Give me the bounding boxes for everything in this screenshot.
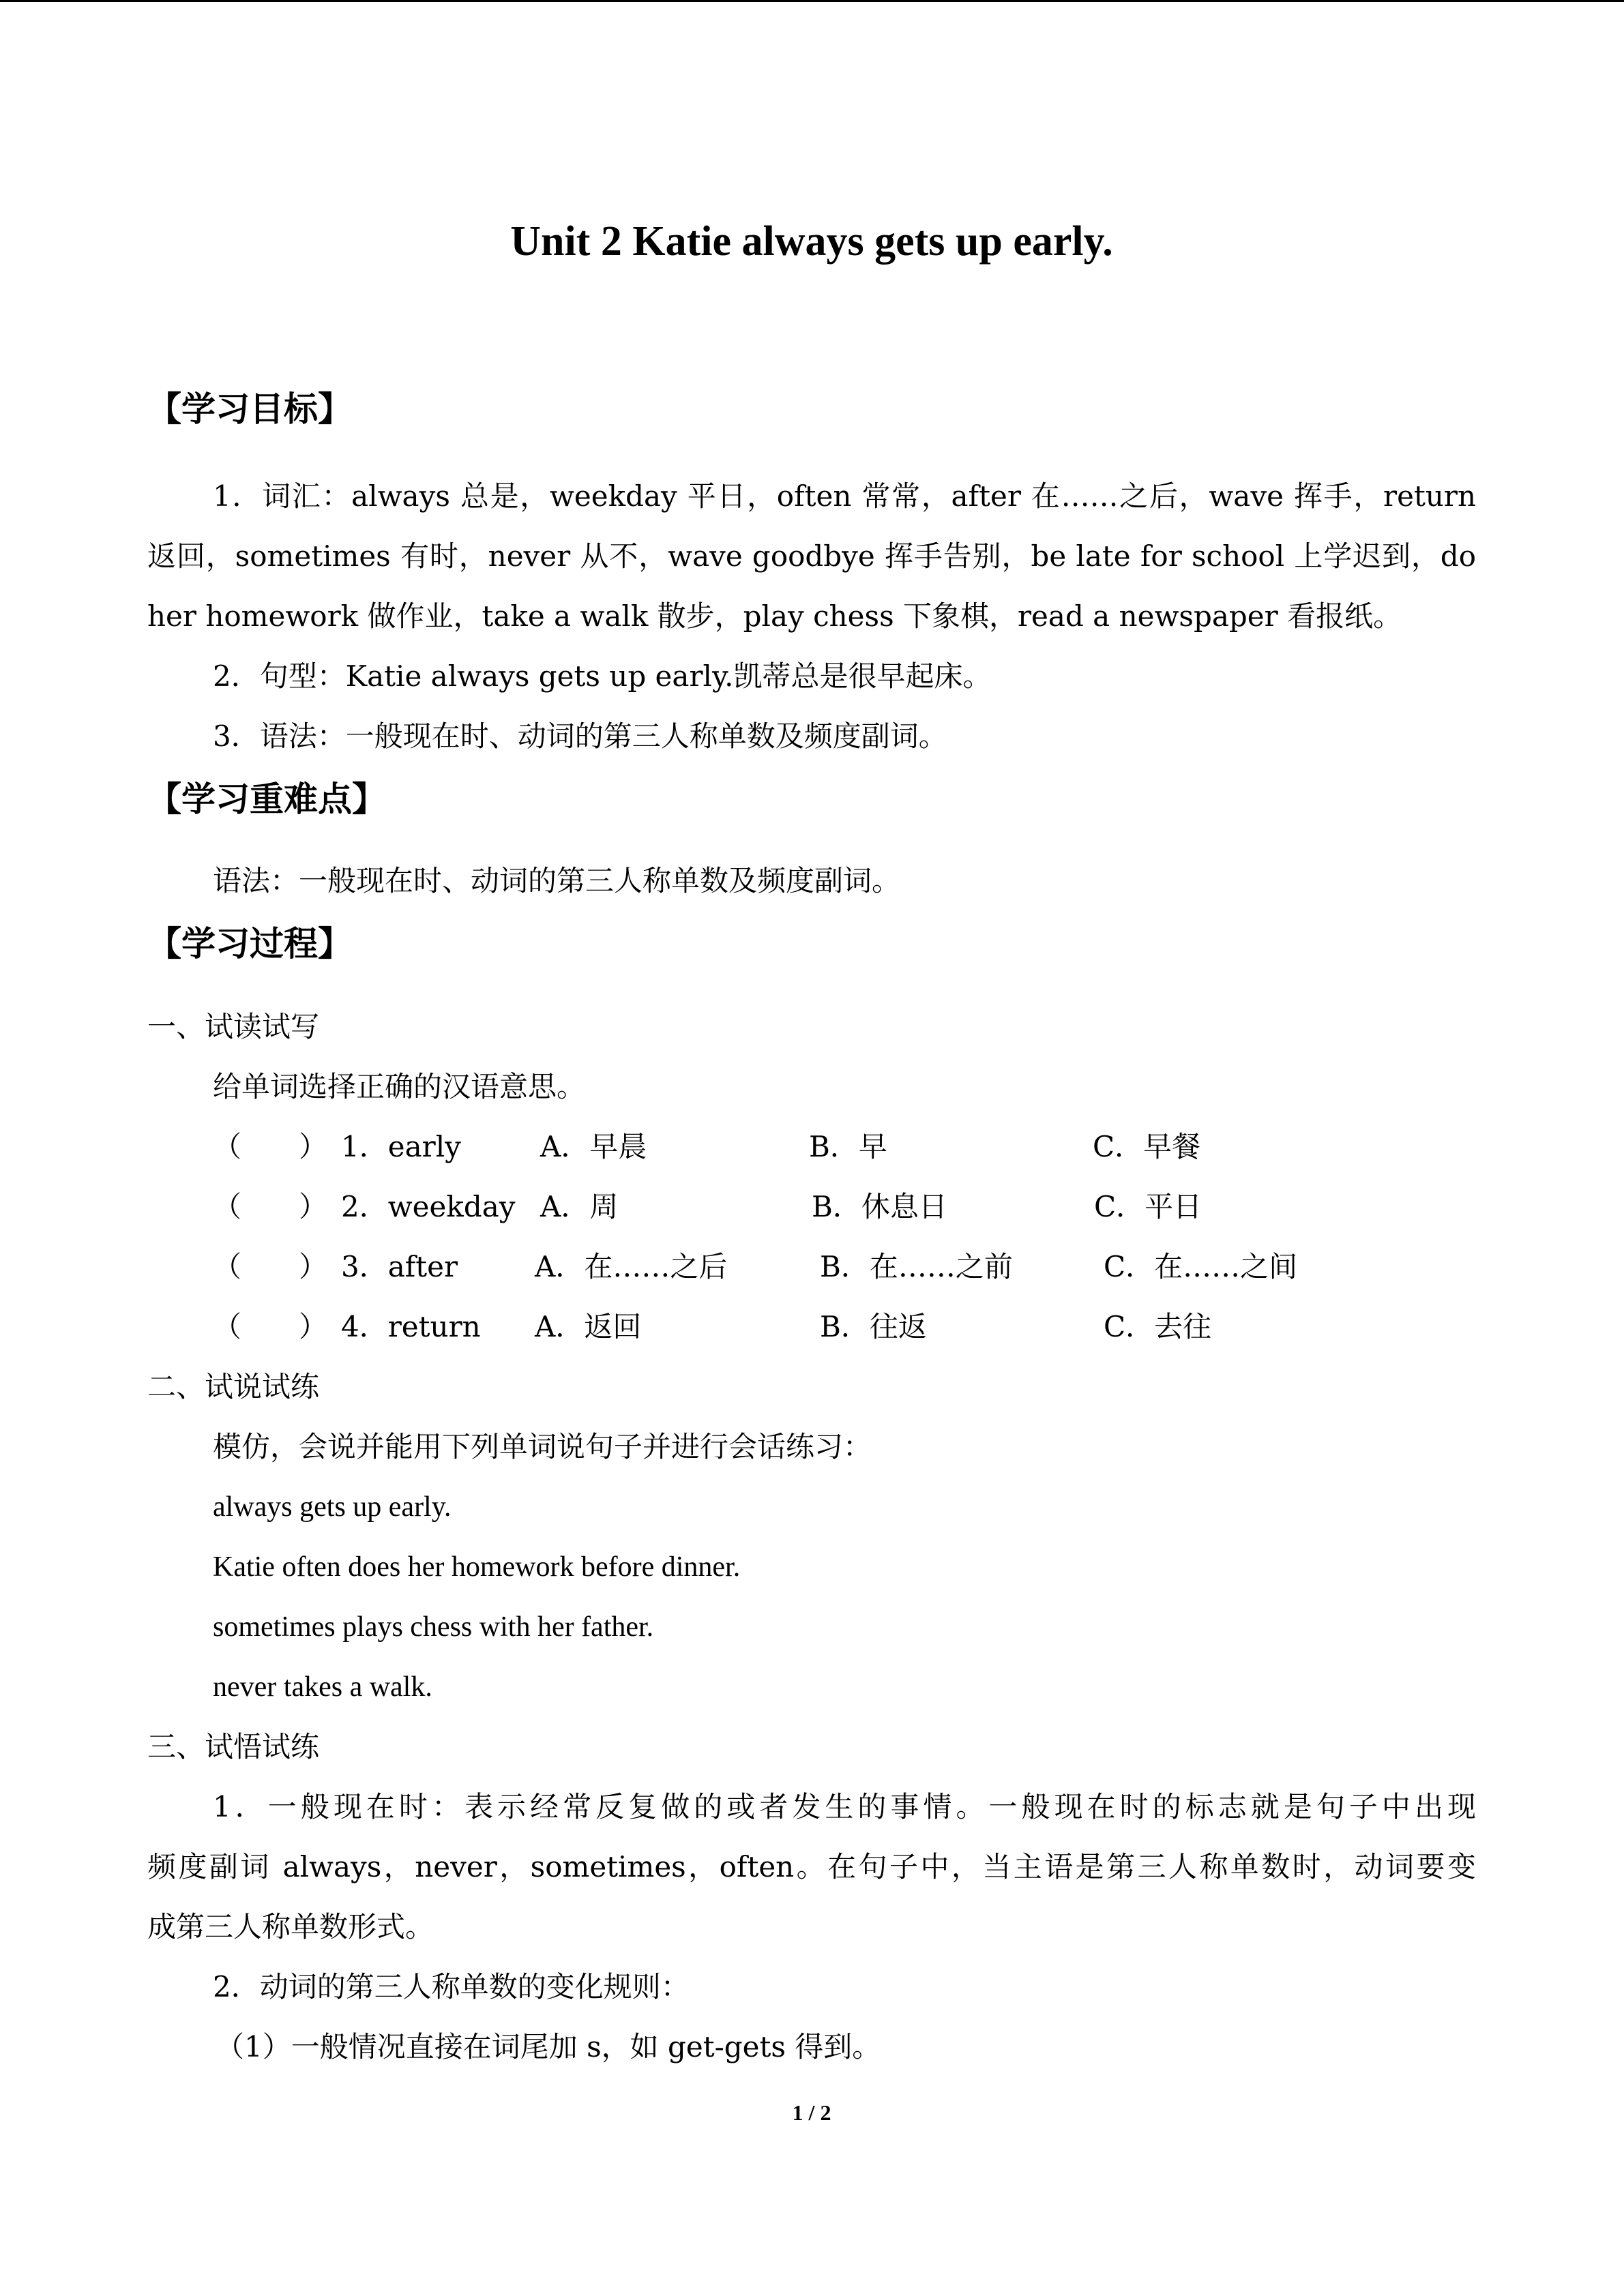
vocab-line-2: 返回，sometimes 有时，never 从不，wave goodbye 挥手告别，be late for school 上学迟到，do [147, 539, 1476, 573]
option-b: B．往返 [820, 1310, 927, 1343]
vocab-line-3: her homework 做作业，take a walk 散步，play chess 下象棋，read a newspaper 看报纸。 [147, 599, 1402, 633]
key-points-text: 语法：一般现在时、动词的第三人称单数及频度副词。 [213, 864, 901, 897]
question-word: 3．after [341, 1250, 458, 1283]
question-word: 2．weekday [341, 1190, 516, 1223]
question-row-1 [147, 1127, 1476, 1167]
option-b: B．在……之前 [820, 1250, 1013, 1283]
option-b: B．休息日 [812, 1190, 947, 1223]
option-c: C．平日 [1094, 1190, 1202, 1223]
option-c: C．去往 [1104, 1310, 1212, 1343]
option-b: B．早 [809, 1130, 887, 1163]
practice-sentence-2: Katie often does her homework before dinner. [213, 1551, 741, 1583]
part2-heading: 二、试说试练 [147, 1370, 320, 1403]
document-title: Unit 2 Katie always gets up early. [510, 218, 1113, 265]
section-heading-key-points: 【学习重难点】 [147, 779, 386, 819]
practice-sentence-1: always gets up early. [213, 1491, 452, 1523]
part2-instruction: 模仿，会说并能用下列单词说句子并进行会话练习： [213, 1430, 872, 1463]
present-tense-line-3: 成第三人称单数形式。 [147, 1910, 434, 1943]
page-number: 1 / 2 [792, 2100, 831, 2125]
option-a: A．在……之后 [535, 1250, 728, 1283]
grammar-goal: 3．语法：一般现在时、动词的第三人称单数及频度副词。 [213, 719, 947, 753]
option-c: C．早餐 [1093, 1130, 1201, 1163]
section-heading-process: 【学习过程】 [147, 923, 352, 964]
section-heading-goals: 【学习目标】 [147, 389, 352, 429]
present-tense-line-1: 1．一般现在时：表示经常反复做的或者发生的事情。一般现在时的标志就是句子中出现 [213, 1790, 1476, 1823]
present-tense-line-2: 频度副词 always，never，sometimes，often。在句子中，当主语是第三人称单数时，动词要变 [147, 1850, 1476, 1883]
answer-blank[interactable]: （ ） [213, 1250, 328, 1283]
question-word: 4．return [341, 1310, 481, 1343]
top-border [0, 0, 1624, 2]
answer-blank[interactable]: （ ） [213, 1190, 328, 1223]
part3-heading: 三、试悟试练 [147, 1730, 320, 1763]
part1-instruction: 给单词选择正确的汉语意思。 [213, 1070, 586, 1103]
third-person-rules-heading: 2．动词的第三人称单数的变化规则： [213, 1970, 690, 2003]
question-word: 1．early [341, 1130, 461, 1163]
practice-sentence-3: sometimes plays chess with her father. [213, 1611, 654, 1643]
practice-sentence-4: never takes a walk. [213, 1671, 432, 1703]
question-row-3 [147, 1247, 1476, 1287]
answer-blank[interactable]: （ ） [213, 1130, 328, 1163]
option-a: A．周 [540, 1190, 619, 1223]
option-c: C．在……之间 [1104, 1250, 1298, 1283]
vocab-line-1: 1．词汇：always 总是，weekday 平日，often 常常，after 在……之后，wave 挥手，return [213, 479, 1476, 513]
question-row-4 [147, 1307, 1476, 1347]
option-a: A．返回 [535, 1310, 642, 1343]
rule-1: （1）一般情况直接在词尾加 s，如 get-gets 得到。 [216, 2030, 881, 2063]
answer-blank[interactable]: （ ） [213, 1310, 328, 1343]
question-row-2 [147, 1187, 1476, 1227]
option-a: A．早晨 [540, 1130, 647, 1163]
part1-heading: 一、试读试写 [147, 1010, 320, 1043]
sentence-pattern: 2．句型：Katie always gets up early.凯蒂总是很早起床。 [213, 659, 992, 693]
